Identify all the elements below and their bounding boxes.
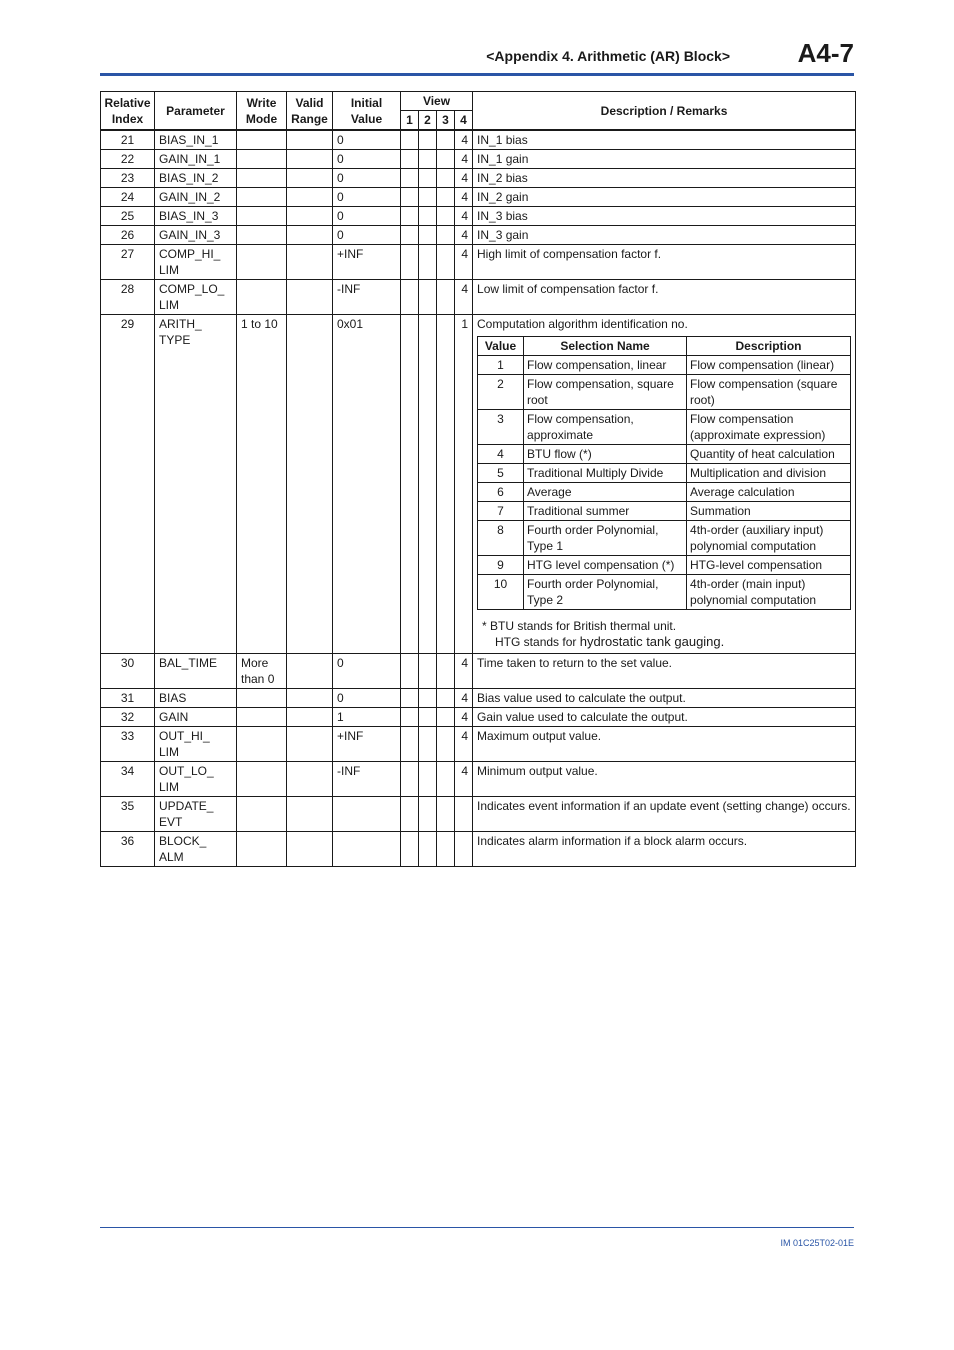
initial-value-cell: -INF [333,762,401,797]
write-mode-cell [237,689,287,708]
view-3-cell [437,130,455,150]
relative-index-cell: 26 [101,226,155,245]
initial-value-cell: 0 [333,689,401,708]
view-2-cell [419,169,437,188]
table-row [101,727,856,762]
view-4-cell: 4 [455,169,473,188]
table-row [101,689,856,708]
parameter-cell: OUT_LO_ LIM [155,762,237,797]
write-mode-cell [237,280,287,315]
arith-type-row [478,502,851,521]
page-number: A4-7 [797,38,854,68]
description-text: Low limit of compensation factor f. [477,282,659,296]
relative-index-cell: 29 [101,315,155,654]
view-4-cell: 4 [455,188,473,207]
view-4-cell: 4 [455,280,473,315]
description-cell [473,130,856,150]
view-3-cell [437,797,455,832]
arith-description-cell: 4th-order (auxiliary input) polynomial computation [687,521,851,556]
view-1-cell [401,832,419,867]
parameter-cell: BIAS_IN_1 [155,130,237,150]
arith-type-row [478,483,851,502]
write-mode-cell [237,832,287,867]
header-view-1: 1 [401,111,419,131]
table-row [101,797,856,832]
valid-range-cell [287,130,333,150]
header-rule [100,73,854,76]
initial-value-cell [333,832,401,867]
document-id: IM 01C25T02-01E [780,1238,854,1248]
valid-range-cell [287,762,333,797]
parameter-cell: BIAS_IN_2 [155,169,237,188]
view-2-cell [419,762,437,797]
header-parameter: Parameter [155,92,237,131]
view-1-cell [401,280,419,315]
initial-value-cell: 0 [333,150,401,169]
arith-type-notes [482,618,851,650]
table-row [101,207,856,226]
parameter-cell: GAIN_IN_2 [155,188,237,207]
arith-description-cell: Flow compensation (approximate expression) [687,410,851,445]
arith-description-cell: Flow compensation (square root) [687,375,851,410]
view-2-cell [419,727,437,762]
view-4-cell: 4 [455,130,473,150]
description-cell [473,315,856,654]
write-mode-cell [237,188,287,207]
header-valid-range: Valid Range [287,92,333,131]
view-3-cell [437,689,455,708]
view-1-cell [401,727,419,762]
arith-value-cell: 2 [478,375,524,410]
view-3-cell [437,832,455,867]
table-row [101,226,856,245]
table-row [101,708,856,727]
arith-name-cell: Flow compensation, square root [524,375,687,410]
view-2-cell [419,188,437,207]
arith-type-row [478,521,851,556]
write-mode-cell: 1 to 10 [237,315,287,654]
parameter-cell: GAIN_IN_1 [155,150,237,169]
valid-range-cell [287,226,333,245]
write-mode-cell: More than 0 [237,654,287,689]
valid-range-cell [287,207,333,226]
view-2-cell [419,130,437,150]
view-3-cell [437,315,455,654]
table-row [101,832,856,867]
description-text: Gain value used to calculate the output. [477,710,688,724]
table-row [101,130,856,150]
valid-range-cell [287,315,333,654]
view-1-cell [401,150,419,169]
description-text: IN_2 bias [477,171,528,185]
write-mode-cell [237,708,287,727]
initial-value-cell: 0 [333,226,401,245]
view-4-cell: 4 [455,654,473,689]
relative-index-cell: 32 [101,708,155,727]
description-cell [473,226,856,245]
table-row [101,245,856,280]
note-htg-term: hydrostatic tank gauging. [579,634,725,649]
initial-value-cell: 1 [333,708,401,727]
description-text: Maximum output value. [477,729,602,743]
view-4-cell: 4 [455,245,473,280]
parameter-cell: COMP_LO_ LIM [155,280,237,315]
write-mode-cell [237,130,287,150]
description-text: IN_2 gain [477,190,529,204]
description-text: IN_3 gain [477,228,529,242]
write-mode-cell [237,150,287,169]
view-2-cell [419,708,437,727]
description-cell [473,708,856,727]
valid-range-cell [287,654,333,689]
description-text: Time taken to return to the set value. [477,656,673,670]
view-3-cell [437,708,455,727]
description-cell [473,245,856,280]
arith-description-cell: Quantity of heat calculation [687,445,851,464]
description-cell [473,169,856,188]
arith-name-cell: HTG level compensation (*) [524,556,687,575]
valid-range-cell [287,689,333,708]
description-text: Indicates event information if an update event (setting change) occurs. [477,799,851,813]
view-2-cell [419,207,437,226]
initial-value-cell: 0 [333,654,401,689]
view-3-cell [437,226,455,245]
parameter-table [100,91,856,867]
view-3-cell [437,169,455,188]
arith-value-cell: 8 [478,521,524,556]
view-1-cell [401,762,419,797]
description-cell [473,727,856,762]
valid-range-cell [287,245,333,280]
description-text: IN_3 bias [477,209,528,223]
table-row [101,762,856,797]
arith-type-row [478,445,851,464]
view-1-cell [401,207,419,226]
view-2-cell [419,689,437,708]
initial-value-cell: +INF [333,727,401,762]
arith-type-row [478,356,851,375]
note-htg [482,634,851,650]
view-1-cell [401,169,419,188]
parameter-cell: GAIN_IN_3 [155,226,237,245]
initial-value-cell: 0 [333,207,401,226]
arith-description-cell: Average calculation [687,483,851,502]
arith-header-description: Description [687,337,851,356]
arith-header-value: Value [478,337,524,356]
description-text: Computation algorithm identification no. [477,317,688,331]
arith-name-cell: Traditional Multiply Divide [524,464,687,483]
initial-value-cell: +INF [333,245,401,280]
arith-type-row [478,464,851,483]
footer-rule [100,1227,854,1228]
relative-index-cell: 35 [101,797,155,832]
table-row [101,150,856,169]
description-cell [473,207,856,226]
relative-index-cell: 27 [101,245,155,280]
arith-name-cell: Fourth order Polynomial, Type 2 [524,575,687,610]
valid-range-cell [287,832,333,867]
header-write-mode: Write Mode [237,92,287,131]
view-4-cell: 4 [455,727,473,762]
view-2-cell [419,226,437,245]
write-mode-cell [237,169,287,188]
description-cell [473,280,856,315]
valid-range-cell [287,169,333,188]
view-3-cell [437,245,455,280]
write-mode-cell [237,245,287,280]
valid-range-cell [287,280,333,315]
relative-index-cell: 34 [101,762,155,797]
relative-index-cell: 23 [101,169,155,188]
view-3-cell [437,727,455,762]
arith-description-cell: HTG-level compensation [687,556,851,575]
relative-index-cell: 36 [101,832,155,867]
description-cell [473,832,856,867]
arith-value-cell: 7 [478,502,524,521]
view-3-cell [437,762,455,797]
valid-range-cell [287,727,333,762]
write-mode-cell [237,207,287,226]
arith-name-cell: Average [524,483,687,502]
view-1-cell [401,245,419,280]
arith-value-cell: 9 [478,556,524,575]
arith-description-cell: Flow compensation (linear) [687,356,851,375]
view-4-cell: 1 [455,315,473,654]
valid-range-cell [287,797,333,832]
arith-value-cell: 6 [478,483,524,502]
view-4-cell: 4 [455,689,473,708]
view-3-cell [437,188,455,207]
arith-value-cell: 4 [478,445,524,464]
header-relative-index: Relative Index [101,92,155,131]
note-btu: * BTU stands for British thermal unit. [482,619,677,633]
arith-type-row [478,556,851,575]
table-row [101,654,856,689]
description-cell [473,654,856,689]
arith-value-cell: 10 [478,575,524,610]
view-3-cell [437,280,455,315]
view-2-cell [419,315,437,654]
initial-value-cell [333,797,401,832]
view-2-cell [419,150,437,169]
arith-type-row [478,410,851,445]
table-row [101,280,856,315]
arith-type-row [478,575,851,610]
description-text: High limit of compensation factor f. [477,247,662,261]
description-cell [473,150,856,169]
arith-description-cell: Summation [687,502,851,521]
arith-name-cell: Flow compensation, approximate [524,410,687,445]
parameter-cell: BLOCK_ ALM [155,832,237,867]
arith-name-cell: Traditional summer [524,502,687,521]
initial-value-cell: -INF [333,280,401,315]
relative-index-cell: 31 [101,689,155,708]
view-3-cell [437,654,455,689]
relative-index-cell: 33 [101,727,155,762]
valid-range-cell [287,188,333,207]
arith-value-cell: 5 [478,464,524,483]
description-cell [473,689,856,708]
view-1-cell [401,315,419,654]
parameter-cell: UPDATE_ EVT [155,797,237,832]
table-row [101,315,856,654]
parameter-cell: BIAS [155,689,237,708]
relative-index-cell: 25 [101,207,155,226]
header-view-4: 4 [455,111,473,131]
arith-type-row [478,375,851,410]
initial-value-cell: 0 [333,188,401,207]
initial-value-cell: 0x01 [333,315,401,654]
view-1-cell [401,708,419,727]
valid-range-cell [287,708,333,727]
parameter-cell: GAIN [155,708,237,727]
view-1-cell [401,654,419,689]
description-text: Minimum output value. [477,764,598,778]
table-row [101,188,856,207]
relative-index-cell: 22 [101,150,155,169]
relative-index-cell: 28 [101,280,155,315]
arith-type-table [477,336,851,610]
parameter-cell: BAL_TIME [155,654,237,689]
header-view-2: 2 [419,111,437,131]
write-mode-cell [237,762,287,797]
view-4-cell: 4 [455,708,473,727]
view-4-cell [455,797,473,832]
description-text: Bias value used to calculate the output. [477,691,686,705]
view-1-cell [401,797,419,832]
view-4-cell [455,832,473,867]
arith-value-cell: 1 [478,356,524,375]
view-4-cell: 4 [455,207,473,226]
write-mode-cell [237,727,287,762]
header-initial-value: Initial Value [333,92,401,131]
view-3-cell [437,207,455,226]
view-4-cell: 4 [455,226,473,245]
header-view: View [401,92,473,111]
view-2-cell [419,280,437,315]
initial-value-cell: 0 [333,169,401,188]
write-mode-cell [237,226,287,245]
arith-description-cell: Multiplication and division [687,464,851,483]
view-2-cell [419,797,437,832]
description-cell [473,797,856,832]
note-htg-prefix: HTG stands for [495,635,580,649]
parameter-cell: BIAS_IN_3 [155,207,237,226]
write-mode-cell [237,797,287,832]
header-view-3: 3 [437,111,455,131]
view-1-cell [401,689,419,708]
view-1-cell [401,188,419,207]
view-4-cell: 4 [455,150,473,169]
relative-index-cell: 24 [101,188,155,207]
description-text: Indicates alarm information if a block alarm occurs. [477,834,748,848]
arith-name-cell: Fourth order Polynomial, Type 1 [524,521,687,556]
relative-index-cell: 30 [101,654,155,689]
arith-type-header-row [478,337,851,356]
arith-header-selection-name: Selection Name [524,337,687,356]
description-text: IN_1 gain [477,152,529,166]
parameter-cell: ARITH_ TYPE [155,315,237,654]
valid-range-cell [287,150,333,169]
initial-value-cell: 0 [333,130,401,150]
view-2-cell [419,245,437,280]
description-cell [473,762,856,797]
parameter-cell: COMP_HI_ LIM [155,245,237,280]
section-title: <Appendix 4. Arithmetic (AR) Block> [486,48,730,64]
arith-value-cell: 3 [478,410,524,445]
relative-index-cell: 21 [101,130,155,150]
description-cell [473,188,856,207]
view-1-cell [401,130,419,150]
parameter-cell: OUT_HI_ LIM [155,727,237,762]
view-2-cell [419,654,437,689]
arith-description-cell: 4th-order (main input) polynomial computation [687,575,851,610]
arith-name-cell: Flow compensation, linear [524,356,687,375]
view-2-cell [419,832,437,867]
view-1-cell [401,226,419,245]
description-text: IN_1 bias [477,133,528,147]
arith-name-cell: BTU flow (*) [524,445,687,464]
table-row [101,169,856,188]
view-4-cell: 4 [455,762,473,797]
view-3-cell [437,150,455,169]
header-description: Description / Remarks [473,92,856,131]
